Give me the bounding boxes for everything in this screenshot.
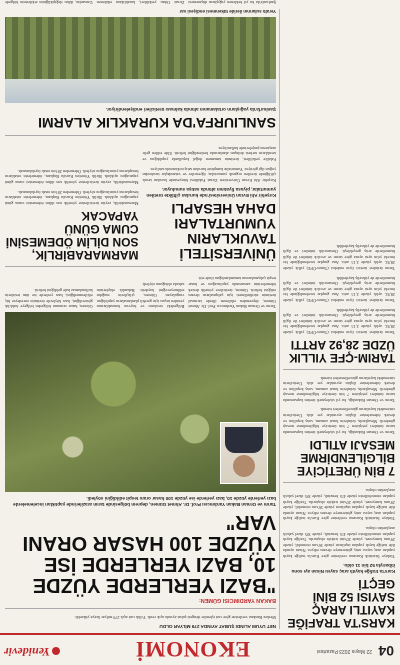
article-body: Tarım ürünleri üretici fiyat endeksi (Tarım-ÜFE) yıllık yüzde 28,92, aylık yüzde 2,15 arttı. Ana gruplar incelendiğinde bir önceki yılın aynı ayına göre tarım ve avcılık ürünleri ile ilgili hizmetlerde artış gerçekleşti. Ormancılık ürünleri ve ilgili hizmetlerde de yükseliş kaydedildi. [283, 243, 395, 271]
separator [5, 266, 276, 267]
main-column [4, 0, 276, 629]
logo-mark-icon [52, 648, 60, 656]
article-body: Bölgedeki seraların ve hayvan barınaklarının yeniden inşası için gerekli planlamaların yapıldığını vurgulayan Gümen, çiftçilerin mağdur edilmeyeceğini kaydetti. Bakanlık ekiplerinin sahada olduğunu söyledi. [96, 282, 185, 310]
article-body: Türkiye İstatistik Kurumu verilerine göre Kars'ta trafiğe kaydı yapılan araç sayısı artış göstermeye devam ediyor. Nisan ayında ilde trafiğe kaydı yapılan taşıtların yüzde 36'sını otomobil, yüzde 29'unu kamyonet, yüzde 20'sini traktör oluşturdu. Trafiğe kaydı yapılan otomobillerin yüzde 45'i benzinli, yüzde 38'i dizel yakıtlı araçlardan oluştu. [283, 526, 395, 559]
article-summary: Kırşehir Ahi Evran Üniversitesi'nde kurulan çiftlikte üretilen yumurtalar, piyasa fiyatının altında satışa sunuluyor. [146, 186, 276, 198]
headline: SANLIURFA'DA KURAKLIK ALARMI [38, 115, 276, 132]
article-agri-ppi [283, 243, 395, 364]
article-car-registrations [283, 488, 395, 629]
issue-date: 22 Mayıs 2023 Pazartesi [316, 648, 372, 654]
article-body: Şanlıurfa'da bu yıl beklenen yağışların düşmemesi [188, 0, 276, 6]
masthead [0, 633, 400, 665]
minister-photo [220, 422, 268, 484]
newspaper-logo [4, 644, 60, 659]
article-summary: Kars'ta trafiğe kayıtlı araç sayısı Nisan ayı sonu itibarıyla 52 bin 11 oldu. [291, 563, 395, 574]
headline: TARIM-ÇFE YILLIK ÜZDE 28,92 ARTTI [288, 337, 395, 365]
article-body: Merkez Bankası verilerine göre cari işlemler dengesi şubat ayında açık verdi. Yıllık cari açık 279 milyar liraya yükseldi. [74, 615, 276, 620]
section-title: EKONOMİ [135, 637, 250, 662]
article-body: Uzmanlar, iklim değişikliğinin etkilerinin bölgede [4, 0, 93, 6]
article-body: Gümen, hasar oranının bölgeden bölgeye farklılık gösterdiğini, bazı köylerde üretimin neredeyse hiç etkilenmediğini, bazı yerlerde ise tüm tesislerin kullanılamaz hale geldiğini belirtti. [4, 287, 93, 310]
separator [283, 482, 395, 483]
article-body: Tarım ve Orman Bakan Yardımcısı Prof. Dr. Ahmet Gümen, depremden etkilenen illerde tarımsal üretimin sürdürülmesi için çalışmaların devam ettiğini belirtti. Gümen, üreticilere yönelik destek ödemelerinin zamanında yapılacağını ve hasar tespit çalışmalarının tamamlandığını ifade etti. [188, 276, 276, 310]
page-number: 04 [378, 643, 394, 659]
photo-caption: Yeraltı sularının ileride tükenmesi endişesi var [179, 9, 276, 15]
headline: 7 BİN ÜRETİCİYE BİLGİLENDİRME MESAJI ATILDI [296, 437, 395, 478]
lead-kicker: BAKAN YARDIMCISI GÜMEN: [198, 597, 276, 604]
logo-text: Yenidevir [4, 645, 50, 659]
separator [283, 369, 395, 370]
lead-body [5, 272, 276, 310]
article-body: Türkiye İstatistik Kurumu verilerine göre Kars'ta trafiğe kaydı yapılan araç sayısı artış göstermeye devam ediyor. Nisan ayında ilde trafiğe kaydı yapılan taşıtların yüzde 36'sını otomobil, yüzde 29'unu kamyonet, yüzde 20'sini traktör oluşturdu. Trafiğe kaydı yapılan otomobillerin yüzde 45'i benzinli, yüzde 38'i dizel yakıtlı araçlardan oluştu. [283, 488, 395, 522]
article-body: Fakülte yetkilileri, üretimin tamamen doğal koşullarda yapıldığını ve tavukların serbest dolaşım alanlarında beslendiğini belirtti. Elde edilen gelir araştırma projelerinde kullanılıyor. [142, 145, 276, 163]
lead-headline: "BAZI YERLERDE YÜZDE 10, BAZI YERLERDE İSE YÜZDE 100 HASAR ORANI VAR" [22, 511, 276, 597]
article-body: Ziraat Odası yetkilileri, kuraklıktan etkilenen [96, 0, 185, 6]
farm-photo [5, 17, 276, 103]
lead-article [5, 272, 276, 604]
separator [5, 608, 276, 609]
suit [225, 427, 263, 453]
headline: NET UYUM ALINDI ŞUBAT AYINDA 279 MİLYAR OLDU [159, 624, 276, 629]
lead-photo [5, 312, 276, 492]
middle-row [5, 141, 276, 261]
drought-body [5, 0, 276, 5]
article-current-account [5, 614, 276, 629]
headline: MARMARABİRLİK, SON DİLİM ÖDEMESİNİ CUMA GÜNÜ YAPACAK [5, 208, 139, 262]
headline: KARS'TA TRAFİĞE KAYITLI ARAÇ SAYISI 52 BİNİ GEÇTİ [287, 577, 395, 630]
article-body: Marmarabirlik, zeytin üreticilerine yönelik son dilim ödemesini cuma günü yapacağını açıkladı. Birlik Yönetim Kurulu Başkanı, ödemelerin ortakların hesaplarına yatırılacağını söyledi. Ödemeden 28 bin ortak faydalanacak. [5, 189, 139, 206]
headline: ÜNİVERSİTELİ TAVUKLARIN YUMURTALARI DAHA HESAPLI [171, 200, 276, 262]
article-summary: Şanlıurfa'da yağışların ortalamanın altında kalması üreticileri endişelendiriyor. [105, 107, 276, 113]
article-drought [5, 0, 276, 130]
article-body: Marmarabirlik, zeytin üreticilerine yönelik son dilim ödemesini cuma günü yapacağını açıkladı. Birlik Yönetim Kurulu Başkanı, ödemelerin ortakların hesaplarına yatırılacağını söyledi. Ödemeden 28 bin ortak faydalanacak. [5, 168, 139, 186]
sky [5, 79, 276, 103]
article-body: Tarım ürünleri üretici fiyat endeksi (Tarım-ÜFE) yıllık yüzde 28,92, aylık yüzde 2,15 arttı. Ana gruplar incelendiğinde bir önceki yılın aynı ayına göre tarım ve avcılık ürünleri ile ilgili hizmetlerde artış gerçekleşti. Ormancılık ürünleri ve ilgili hizmetlerde de yükseliş kaydedildi. [283, 275, 395, 303]
article-university-eggs [143, 141, 277, 261]
article-marmarabirlik [5, 141, 139, 261]
separator [5, 135, 276, 136]
article-body: Tarım ürünleri üretici fiyat endeksi (Tarım-ÜFE) yıllık yüzde 28,92, aylık yüzde 2,15 arttı. Ana gruplar incelendiğinde bir önceki yılın aynı ayına göre tarım ve avcılık ürünleri ile ilgili hizmetlerde artış gerçekleşti. Ormancılık ürünleri ve ilgili hizmetlerde de yükseliş kaydedildi. [283, 307, 395, 335]
left-column [283, 5, 395, 629]
article-body: Tarım ve Orman Bakanlığı, bu yıl sözleşmeli üretim kapsamında tarım ürünleri yetiştiren 7 bin üreticiye bilgilendirme mesajı gönderdi. Mesajlarda, ürünlerin hasat zamanı, satış koşulları ve destek ödemelerine ilişkin ayrıntılar yer aldı. Üreticilerin sistemdeki kayıtlarını güncellemeleri istendi. [283, 407, 395, 435]
article-producer-message [283, 375, 395, 477]
article-body: Kırşehir Ahi Evran Üniversitesi Ziraat Fakültesi bünyesinde kurulan tavuk çiftliğinde üretilen organik yumurtalar, öğrenciler ve vatandaşlar tarafından yoğun ilgi görüyor. Yumurtalar kampüste kurulan satış noktasında satılıyor. [142, 166, 276, 183]
column-divider [279, 9, 280, 629]
article-body: Tarım ve Orman Bakanlığı, bu yıl sözleşmeli üretim kapsamında tarım ürünleri yetiştiren 7 bin üreticiye bilgilendirme mesajı gönderdi. Mesajlarda, ürünlerin hasat zamanı, satış koşulları ve destek ödemelerine ilişkin ayrıntılar yer aldı. Üreticilerin sistemdeki kayıtlarını güncellemeleri istendi. [283, 375, 395, 403]
lead-summary: Tarım ve Orman Bakan Yardımcısı Prof. Dr. Ahmet Gümen, deprem bölgesinde tarım arazilerinde yaptıkları incelemelerde bazı yerlerde yüzde 10, bazı yerlerde ise yüzde 100 hasar oranı tespit edildiğini söyledi. [13, 496, 276, 508]
face [233, 455, 255, 477]
